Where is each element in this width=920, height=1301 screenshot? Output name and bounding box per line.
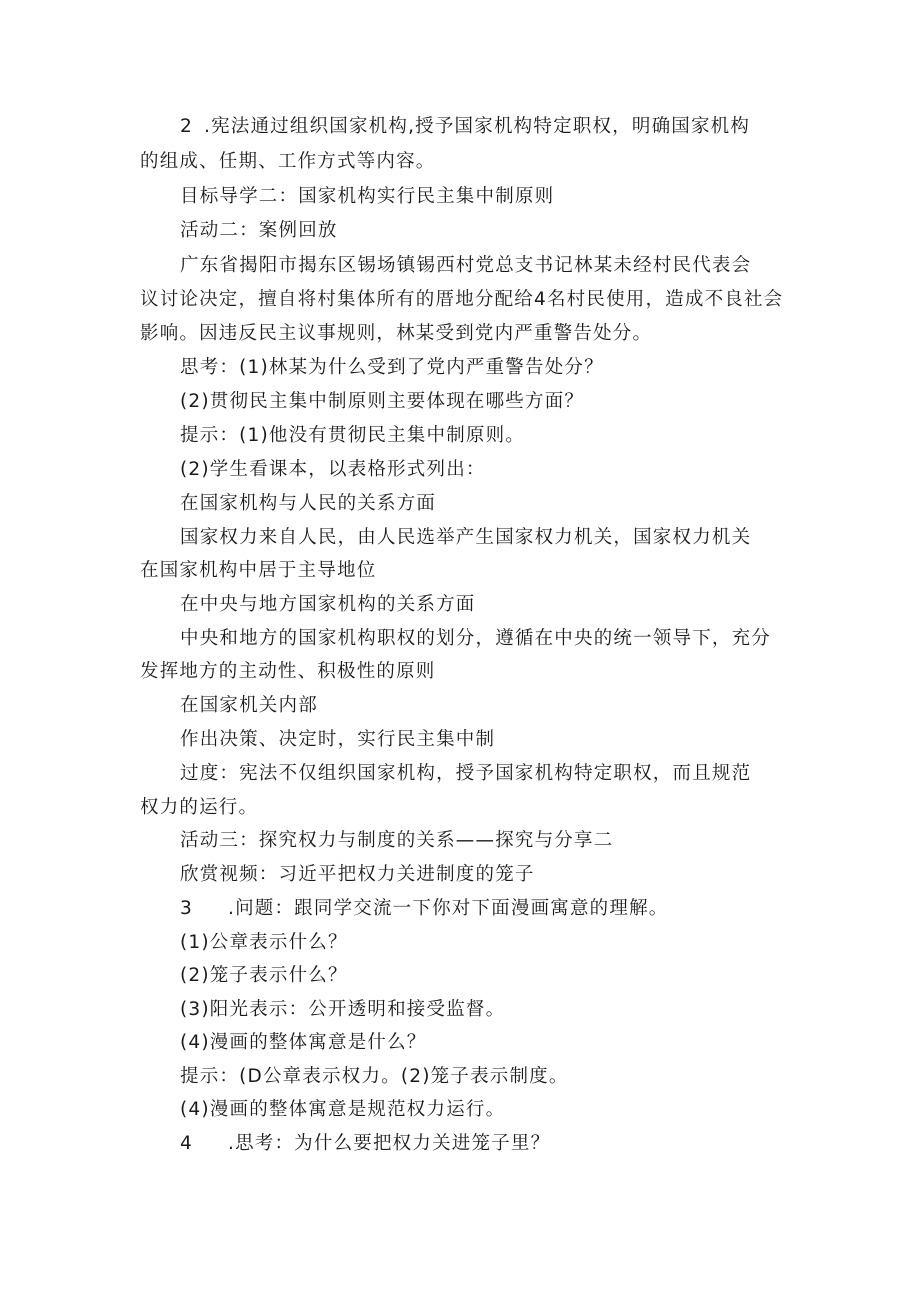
- item-2-text: .宪法通过组织国家机构,授予国家机构特定职权，明确国家机构: [204, 116, 751, 137]
- table-row-2-line-1: 中央和地方的国家机构职权的划分，遵循在中央的统一领导下，充分: [180, 628, 772, 649]
- item-2-number: 2: [180, 116, 193, 137]
- item-4-text: .思考：为什么要把权力关进笼子里？: [228, 1133, 551, 1154]
- table-row-2-line-2: 发挥地方的主动性、积极性的原则: [140, 661, 436, 682]
- video-line: 欣赏视频：习近平把权力关进制度的笼子: [180, 864, 535, 885]
- case-paragraph-line-1: 广东省揭阳市揭东区锡场镇锡西村党总支书记林某未经村民代表会: [180, 255, 752, 276]
- transition-line-2: 权力的运行。: [140, 797, 259, 818]
- activity-2-heading: 活动二：案例回放: [180, 220, 338, 241]
- case-paragraph-line-2: 议讨论决定，擅自将村集体所有的厝地分配给4名村民使用，造成不良社会: [140, 289, 784, 310]
- hint-1: 提示：(1)他没有贯彻民主集中制原则。: [180, 425, 526, 446]
- item-3-line: [180, 897, 668, 921]
- item-4-number: 4: [180, 1133, 193, 1154]
- question-1: (1)公章表示什么？: [180, 932, 348, 953]
- item-4-line: [180, 1132, 550, 1156]
- table-row-3-heading: 在国家机关内部: [180, 695, 318, 716]
- item-3-text: .问题：跟同学交流一下你对下面漫画寓意的理解。: [228, 898, 669, 919]
- target-heading-2: 目标导学二：国家机构实行民主集中制原则: [180, 186, 555, 207]
- hint-2: (2)学生看课本，以表格形式列出：: [180, 459, 486, 480]
- transition-line-1: 过度：宪法不仅组织国家机构，授予国家机构特定职权，而且规范: [180, 763, 752, 784]
- table-row-1-line-2: 在国家机构中居于主导地位: [140, 560, 377, 581]
- question-4: (4)漫画的整体寓意是什么？: [180, 1032, 427, 1053]
- table-row-1-line-1: 国家权力来自人民，由人民选举产生国家权力机关，国家权力机关: [180, 527, 752, 548]
- question-2: (2)笼子表示什么？: [180, 965, 348, 986]
- answer-hint-2: (4)漫画的整体寓意是规范权力运行。: [180, 1099, 506, 1120]
- table-row-2-heading: 在中央与地方国家机构的关系方面: [180, 594, 476, 615]
- think-question-2: (2)贯彻民主集中制原则主要体现在哪些方面？: [180, 391, 585, 412]
- item-2-line-2: 的组成、任期、工作方式等内容。: [140, 151, 436, 172]
- activity-3-heading: 活动三：探究权力与制度的关系——探究与分享二: [180, 830, 614, 851]
- question-3: (3)阳光表示：公开透明和接受监督。: [180, 999, 506, 1020]
- think-question-1: 思考：(1)林某为什么受到了党内严重警告处分？: [180, 357, 604, 378]
- case-paragraph-line-3: 影响。因违反民主议事规则，林某受到党内严重警告处分。: [140, 323, 653, 344]
- answer-hint-1: 提示：(D公章表示权力。(2)笼子表示制度。: [180, 1066, 569, 1087]
- table-row-3-line-1: 作出决策、决定时，实行民主集中制: [180, 729, 496, 750]
- table-row-1-heading: 在国家机构与人民的关系方面: [180, 493, 437, 514]
- item-3-number: 3: [180, 898, 193, 919]
- item-2-line-1: [180, 115, 750, 139]
